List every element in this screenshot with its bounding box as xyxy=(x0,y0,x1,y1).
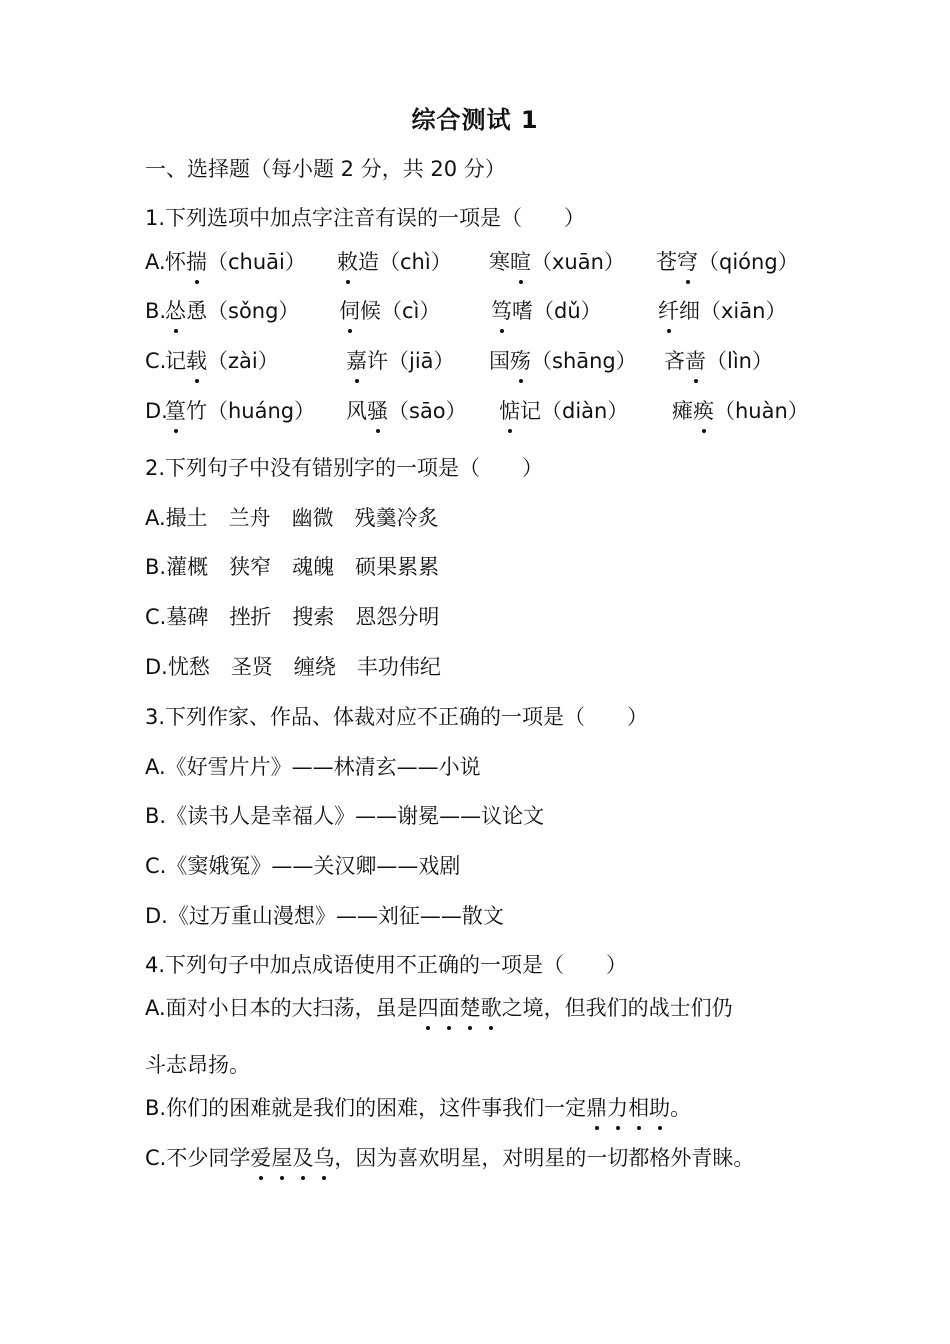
dotted-char: 鼎 xyxy=(586,1093,607,1123)
q1-row-label: A. xyxy=(145,250,166,274)
dotted-char: 歌 xyxy=(481,993,502,1023)
item-post: 嗜 xyxy=(512,299,533,323)
q4-option-c xyxy=(145,1143,754,1173)
q1-item xyxy=(489,346,637,376)
pinyin: （huáng） xyxy=(207,399,316,423)
q3-stem: 3.下列作家、作品、体裁对应不正确的一项是（ ） xyxy=(145,705,649,729)
item-pre: 怀 xyxy=(165,250,186,274)
pinyin: （shāng） xyxy=(531,349,637,373)
item-pre: 吝 xyxy=(664,349,685,373)
q2-option-d: D.忧愁 圣贤 缠绕 丰功伟纪 xyxy=(145,655,441,679)
dotted-char: 力 xyxy=(607,1093,628,1123)
item-post: 竹 xyxy=(186,399,207,423)
dotted-char: 惦 xyxy=(499,396,520,426)
q1-item xyxy=(165,296,299,326)
q1-item xyxy=(165,346,279,376)
pinyin: （jiā） xyxy=(388,349,455,373)
q2-stem: 2.下列句子中没有错别字的一项是（ ） xyxy=(145,456,544,480)
pinyin: （dǔ） xyxy=(533,299,602,323)
q1-item xyxy=(499,396,628,426)
q4-option-a xyxy=(145,993,733,1023)
q1-row-label: C. xyxy=(145,349,167,373)
q1-item xyxy=(672,396,809,426)
dotted-char: 四 xyxy=(418,993,439,1023)
q3-option-c: C.《窦娥冤》——关汉卿——戏剧 xyxy=(145,854,461,878)
dotted-char: 啬 xyxy=(685,346,706,376)
item-post: 造 xyxy=(358,250,379,274)
q1-item xyxy=(165,247,306,277)
dotted-char: 纤 xyxy=(658,296,679,326)
item-pre: 瘫 xyxy=(672,399,693,423)
pinyin: （huàn） xyxy=(714,399,809,423)
option-text: ，因为喜欢明星，对明星的一切都格外青睐。 xyxy=(334,1146,755,1170)
pinyin: （sǒng） xyxy=(207,299,300,323)
option-text: 之境，但我们的战士们仍 xyxy=(501,996,733,1020)
pinyin: （xuān） xyxy=(531,250,625,274)
q1-item xyxy=(339,296,440,326)
option-text: B.你们的困难就是我们的困难，这件事我们一定 xyxy=(145,1096,587,1120)
q3-option-a: A.《好雪片片》——林清玄——小说 xyxy=(145,755,481,779)
q2-option-a: A.撮土 兰舟 幽微 残羹冷炙 xyxy=(145,506,439,530)
dotted-char: 骚 xyxy=(367,396,388,426)
pinyin: （cì） xyxy=(381,299,441,323)
dotted-char: 爱 xyxy=(250,1143,271,1173)
q1-item xyxy=(489,247,625,277)
q3-option-b: B.《读书人是幸福人》——谢冕——议论文 xyxy=(145,804,545,828)
item-pre: 苍 xyxy=(656,250,677,274)
pinyin: （sāo） xyxy=(388,399,467,423)
q4-option-b xyxy=(145,1093,691,1123)
option-text: 。 xyxy=(670,1096,692,1120)
q2-option-b: B.灌概 狭窄 魂魄 硕果累累 xyxy=(145,555,440,579)
dotted-char: 敕 xyxy=(337,247,358,277)
pinyin: （zài） xyxy=(207,349,279,373)
pinyin: （chuāi） xyxy=(207,250,306,274)
dotted-char: 怂 xyxy=(165,296,186,326)
dotted-char: 揣 xyxy=(186,247,207,277)
q1-row-label: B. xyxy=(145,299,167,323)
pinyin: （qióng） xyxy=(698,250,799,274)
q2-option-c: C.墓碑 挫折 搜索 恩怨分明 xyxy=(145,605,440,629)
dotted-char: 及 xyxy=(292,1143,313,1173)
dotted-char: 篁 xyxy=(165,396,186,426)
pinyin: （diàn） xyxy=(541,399,629,423)
pinyin: （chì） xyxy=(379,250,452,274)
item-post: 候 xyxy=(360,299,381,323)
page-title: 综合测试 1 xyxy=(411,106,539,134)
dotted-char: 暄 xyxy=(510,247,531,277)
q1-item xyxy=(664,346,773,376)
item-pre: 国 xyxy=(489,349,510,373)
item-post: 细 xyxy=(679,299,700,323)
q1-item xyxy=(346,346,455,376)
q1-item xyxy=(165,396,315,426)
pinyin: （lìn） xyxy=(706,349,773,373)
item-post: 许 xyxy=(367,349,388,373)
dotted-char: 笃 xyxy=(491,296,512,326)
q1-item xyxy=(658,296,786,326)
dotted-char: 面 xyxy=(439,993,460,1023)
option-text: A.面对小日本的大扫荡，虽是 xyxy=(145,996,418,1020)
dotted-char: 痪 xyxy=(693,396,714,426)
dotted-char: 屋 xyxy=(271,1143,292,1173)
q1-stem: 1.下列选项中加点字注音有误的一项是（ ） xyxy=(145,206,586,230)
dotted-char: 伺 xyxy=(339,296,360,326)
q1-item xyxy=(656,247,799,277)
dotted-char: 载 xyxy=(186,346,207,376)
q1-row-label: D. xyxy=(145,399,168,423)
dotted-char: 殇 xyxy=(510,346,531,376)
dotted-char: 楚 xyxy=(460,993,481,1023)
dotted-char: 嘉 xyxy=(346,346,367,376)
dotted-char: 乌 xyxy=(313,1143,334,1173)
option-text: C.不少同学 xyxy=(145,1146,251,1170)
item-pre: 记 xyxy=(165,349,186,373)
q4-stem: 4.下列句子中加点成语使用不正确的一项是（ ） xyxy=(145,953,628,977)
dotted-char: 穹 xyxy=(677,247,698,277)
q1-item xyxy=(337,247,452,277)
item-post: 记 xyxy=(520,399,541,423)
q3-option-d: D.《过万重山漫想》——刘征——散文 xyxy=(145,904,504,928)
dotted-char: 相 xyxy=(628,1093,649,1123)
item-post: 恿 xyxy=(186,299,207,323)
item-pre: 寒 xyxy=(489,250,510,274)
section-heading: 一、选择题（每小题 2 分，共 20 分） xyxy=(145,157,506,181)
q1-item xyxy=(491,296,602,326)
q1-item xyxy=(346,396,467,426)
dotted-char: 助 xyxy=(649,1093,670,1123)
pinyin: （xiān） xyxy=(700,299,787,323)
item-pre: 风 xyxy=(346,399,367,423)
q4-option-a-continued: 斗志昂扬。 xyxy=(145,1053,250,1077)
